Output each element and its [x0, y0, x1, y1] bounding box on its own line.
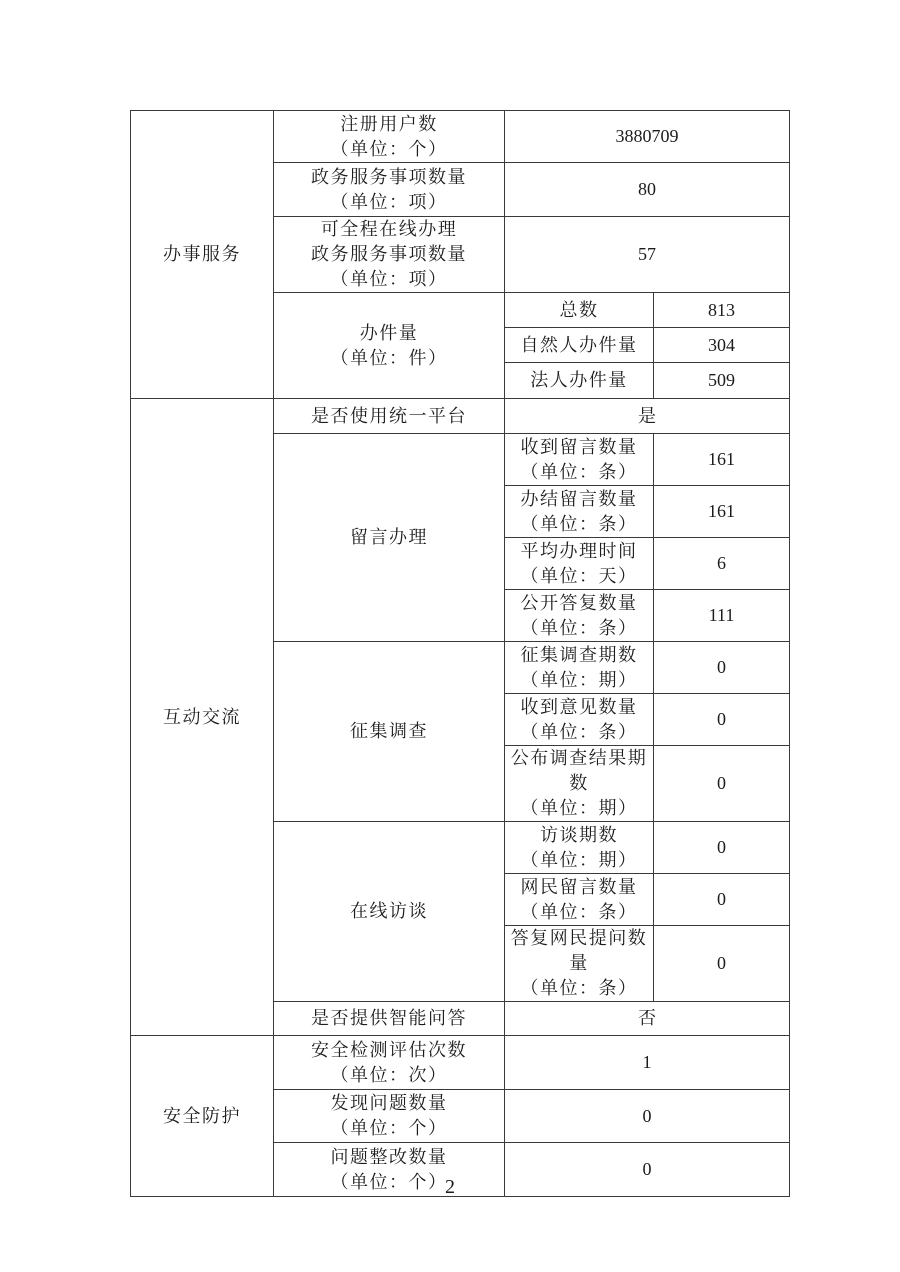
value-cell: 0 [654, 874, 790, 926]
label-line: 政务服务事项数量 [311, 166, 467, 187]
sublabel-line: 收到意见数量 [520, 696, 638, 717]
label-cell [274, 293, 505, 399]
label-line: （单位：项） [330, 191, 448, 212]
sublabel-cell [505, 926, 654, 1002]
value-cell: 0 [654, 926, 790, 1002]
sublabel-cell [505, 363, 654, 399]
label-cell [274, 399, 505, 434]
value-cell: 304 [654, 328, 790, 363]
sublabel-line: 总数 [559, 299, 599, 320]
sublabel-line: （单位：条） [520, 513, 638, 534]
label-line: 安全检测评估次数 [311, 1039, 467, 1060]
value-cell: 57 [505, 217, 790, 293]
sublabel-line: 办结留言数量 [520, 488, 638, 509]
value-cell: 是 [505, 399, 790, 434]
value-cell: 否 [505, 1002, 790, 1036]
value-cell: 0 [505, 1090, 790, 1143]
sublabel-line: （单位：天） [520, 565, 638, 586]
sublabel-cell [505, 590, 654, 642]
sublabel-line: 答复网民提问数量 [510, 928, 648, 973]
value-cell: 813 [654, 293, 790, 328]
label-cell [274, 642, 505, 822]
table-row [131, 399, 790, 434]
label-line: 发现问题数量 [330, 1093, 448, 1113]
label-line: 是否使用统一平台 [311, 405, 467, 426]
label-line: 是否提供智能问答 [311, 1008, 467, 1028]
value-cell: 0 [654, 642, 790, 694]
sublabel-line: 自然人办件量 [520, 334, 638, 355]
label-line: （单位：个） [330, 1118, 448, 1138]
label-line: 可全程在线办理 [320, 219, 458, 239]
value-cell: 0 [654, 746, 790, 822]
sublabel-line: 公开答复数量 [520, 592, 638, 613]
label-cell [274, 163, 505, 217]
sublabel-cell [505, 538, 654, 590]
label-line: 征集调查 [350, 721, 428, 741]
label-cell [274, 434, 505, 642]
sublabel-line: 法人办件量 [530, 370, 628, 390]
label-cell [274, 822, 505, 1002]
sublabel-line: （单位：条） [520, 617, 638, 638]
value-cell: 111 [654, 590, 790, 642]
value-cell: 1 [505, 1036, 790, 1090]
sublabel-line: 征集调查期数 [520, 644, 638, 665]
label-line: （单位：个） [330, 138, 448, 159]
sublabel-line: 平均办理时间 [520, 540, 638, 561]
sublabel-line: 网民留言数量 [520, 876, 638, 897]
value-cell: 80 [505, 163, 790, 217]
value-cell: 161 [654, 434, 790, 486]
label-line: （单位：个） [330, 1171, 448, 1192]
sublabel-cell [505, 746, 654, 822]
sublabel-line: （单位：条） [520, 978, 638, 998]
sublabel-line: （单位：期） [520, 669, 638, 690]
page-number: 2 [445, 1176, 455, 1198]
category-cell-security: 安全防护 [131, 1036, 274, 1197]
label-line: 政务服务事项数量 [311, 244, 467, 264]
sublabel-line: （单位：条） [520, 901, 638, 922]
sublabel-cell [505, 486, 654, 538]
sublabel-cell [505, 694, 654, 746]
label-line: 注册用户数 [340, 113, 438, 134]
sublabel-cell [505, 822, 654, 874]
sublabel-line: （单位：期） [520, 849, 638, 870]
value-cell: 509 [654, 363, 790, 399]
sublabel-line: 收到留言数量 [520, 436, 638, 457]
sublabel-cell [505, 642, 654, 694]
annual-report-table [130, 110, 790, 1197]
label-cell [274, 1002, 505, 1036]
value-cell: 161 [654, 486, 790, 538]
label-line: 问题整改数量 [330, 1146, 448, 1167]
sublabel-cell [505, 328, 654, 363]
label-cell [274, 111, 505, 163]
category-cell-service: 办事服务 [131, 111, 274, 399]
label-cell [274, 217, 505, 293]
value-cell: 0 [654, 694, 790, 746]
label-line: 留言办理 [350, 527, 428, 547]
value-cell: 0 [654, 822, 790, 874]
category-cell-interaction: 互动交流 [131, 399, 274, 1036]
sublabel-line: （单位：条） [520, 721, 638, 742]
sublabel-cell [505, 293, 654, 328]
label-line: （单位：件） [330, 347, 448, 368]
label-line: 在线访谈 [350, 901, 428, 921]
sublabel-cell [505, 874, 654, 926]
label-cell [274, 1090, 505, 1143]
sublabel-line: （单位：条） [520, 461, 638, 482]
table-row [131, 111, 790, 163]
label-line: （单位：项） [330, 269, 448, 289]
value-cell: 6 [654, 538, 790, 590]
sublabel-line: 公布调查结果期数 [510, 748, 648, 793]
label-line: （单位：次） [330, 1064, 448, 1085]
sublabel-line: （单位：期） [520, 798, 638, 818]
label-line: 办件量 [359, 322, 419, 343]
label-cell [274, 1036, 505, 1090]
sublabel-cell [505, 434, 654, 486]
value-cell: 0 [505, 1143, 790, 1197]
table-row [131, 1036, 790, 1090]
sublabel-line: 访谈期数 [540, 824, 618, 845]
value-cell: 3880709 [505, 111, 790, 163]
